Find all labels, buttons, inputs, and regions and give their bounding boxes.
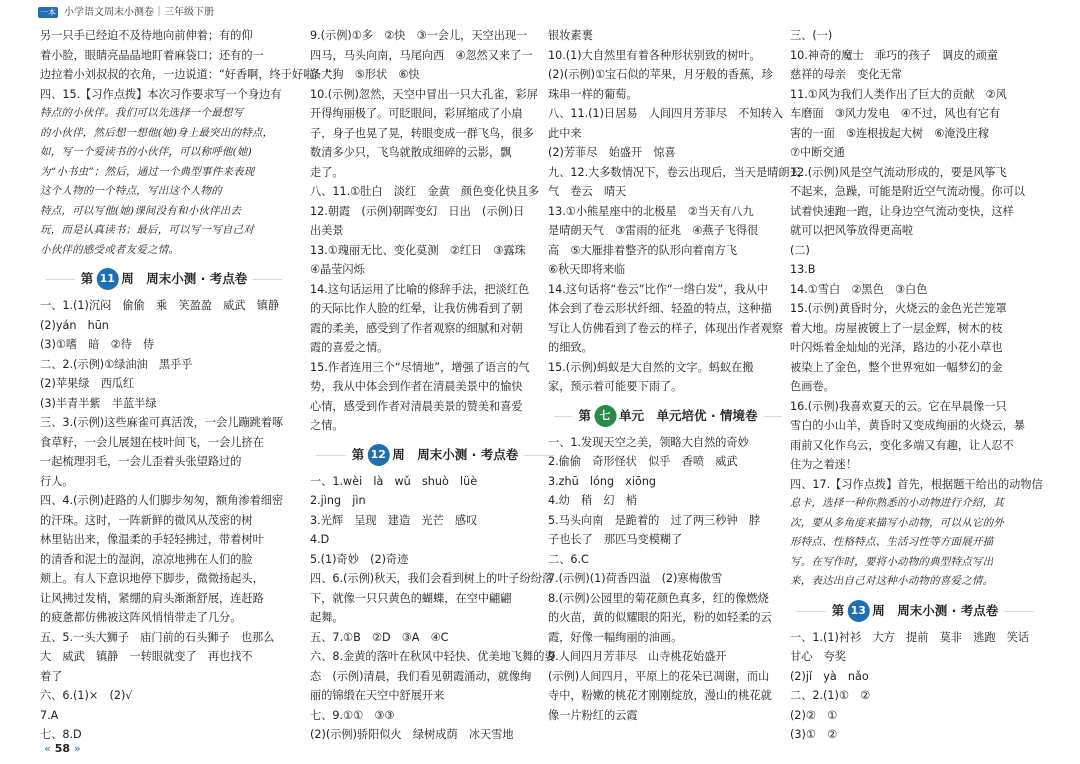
answer-line: 珠串一样的葡萄。 [548,87,638,101]
answer-line: 害的一面 ⑤连根拔起大树 ⑥淹没庄稼 [790,126,990,140]
answer-line: 3.zhū lóng xiōng [548,474,657,488]
answer-line: 让风拂过发梢，紧绷的肩头渐渐舒展，连赶路 [40,591,264,605]
week-badge: 13 [847,600,869,622]
answer-line: 体会到了卷云形状纤细、轻盈的特点，这种描 [548,302,772,315]
answer-line: 的疲惫都仿佛被这阵风悄悄带走了几分。 [40,611,242,624]
answer-line: (2)② ① [790,708,838,722]
answer-line: 之情。 [310,419,344,432]
answer-line: 九、12.大多数情况下，卷云出现后，当天是晴朗天 [548,165,801,179]
answer-line: 4.D [310,533,330,546]
answer-line: 13.①小熊星座中的北极星 ②当天有八九 [548,204,754,218]
answer-line: 色画卷。 [790,380,835,393]
answer-line: 心情，感受到作者对清晨美景的赞美和喜爱 [310,399,523,413]
answer-line: 大 威武 镇静 一转眼就变了 再也找不 [40,650,253,663]
answer-line: 小伙伴的感受或者友爱之情。 [40,243,180,256]
answer-line: 一、1.(1)沉闷 偷偷 乘 笑盈盈 威武 镇静 [40,299,280,312]
answer-line: 特点的小伙伴。我们可以先选择一个最想写 [40,107,244,119]
answer-line: 息卡，选择一种你熟悉的小动物进行介绍，其 [790,497,1004,509]
answer-line: (2)yán hūn [40,318,109,332]
answer-line: 子，身子也晃了晃，转眼变成一群飞鸟，很多 [310,126,534,140]
answer-line: 七、8.D [40,728,82,741]
answer-line: 被染上了金色，整个世界宛如一幅梦幻的金 [790,360,1003,374]
answer-line: 寺中，粉嫩的桃花才刚刚绽放，漫山的桃花就 [548,689,772,702]
answer-line: 为“小书虫”；然后，通过一个典型事件来表现 [40,165,255,178]
unit-badge: 七 [594,405,616,427]
answer-line: 像一片粉红的云霞 [548,708,638,722]
answer-line: 试着快速跑一跑，让身边空气流动变快，这样 [790,204,1014,218]
answer-line: 林里钻出来，像温柔的手轻轻拂过，带着树叶 [40,533,264,546]
answer-line: 3.光辉 呈现 建造 光芒 感叹 [310,513,478,527]
answer-line: 如，写一个爱读书的小伙伴，可以称呼他(她) [40,146,252,158]
answer-line: 三、(一) [790,29,833,42]
answer-line: 来，表达出自己对这种小动物的喜爱之情。 [790,575,994,587]
answer-line: 15.(示例)黄昏时分，火烧云的金色光芒笼罩 [790,302,1007,315]
answer-line: 霞的柔美，感受到了作者观察的细腻和对朝 [310,321,523,335]
answer-line: 八、11.①肚白 淡红 金黄 颜色变化快且多 [310,185,540,198]
answer-line: 开得绚丽极了。可眨眼间，彩屏缩成了小扇 [310,107,523,120]
book-logo: 一本 [40,8,56,17]
page-number: 58 [54,742,71,755]
answer-line: 走了。 [310,165,344,179]
section-heading-week-11 [40,264,288,294]
answer-line: 出美景 [310,224,344,237]
section-heading-week-12 [310,440,560,470]
answer-line: 的小伙伴，然后想一想他(她)身上最突出的特点， [40,126,274,139]
section-prefix: 第 [351,446,365,462]
answer-line: 7.A [40,708,59,722]
book-title: 小学语文周末小测卷｜三年级下册 [64,7,214,18]
answer-line: 下，就像一只只黄色的蝴蝶，在空中翩翩 [310,591,512,605]
answer-line: 10.神奇的魔士 乖巧的孩子 调皮的顽童 [790,48,998,62]
answer-line: 颊上。有人下意识地停下脚步，微微扬起头， [40,572,264,585]
answer-line: 高 ⑤大雁排着整齐的队形向着南方飞 [548,243,738,257]
answer-line: (示例)人间四月，平原上的花朵已凋谢，而山 [548,669,770,683]
answer-line: ⑦中断交通 [790,146,845,159]
answer-line: 7.(示例)(1)荷香四溢 (2)寒梅傲雪 [548,572,723,585]
next-page-icon: » [74,742,81,755]
answer-line: 15.(示例)蚂蚁是大自然的文字。蚂蚁在搬 [548,360,754,374]
section-prefix: 第 [80,271,94,286]
answer-line: 四、4.(示例)赶路的人们脚步匆匆，额角渗着细密 [40,494,284,507]
section-title: 单元 单元培优 · 情境卷 [619,407,758,423]
answer-line: (3)① ② [790,728,838,741]
answer-line: 14.①雪白 ②黑色 ③白色 [790,282,928,296]
answer-line: 车磨面 ③风力发电 ④不过，风也有它有 [790,107,1001,120]
answer-line: 形特点、性格特点、生活习性等方面展开描 [790,536,994,548]
answer-line: 一、1.wèi là wǔ shuò lüè [310,474,478,488]
answer-line: 10.(1)大自然里有着各种形状别致的树叶。 [548,48,761,62]
answer-line: 银妆素裹 [548,29,593,42]
answer-line: (2)(示例)骄阳似火 绿树成荫 冰天雪地 [310,728,514,741]
answer-line: 六、8.金黄的落叶在秋风中轻快、优美地飞舞的姿 [310,650,556,663]
answer-line: 5.(1)奇妙 (2)奇迹 [310,552,409,566]
answer-line: 此中来 [548,126,582,140]
answer-line: ④晶莹闪烁 [310,263,365,276]
answer-line: 气 卷云 晴天 [548,185,627,198]
answer-line: 势，我从中体会到作者在清晨美景中的愉快 [310,380,523,393]
answer-line: 这个人物的一个特点，写出这个人物的 [40,185,222,197]
answer-line: 慈祥的母亲 变化无常 [790,68,902,81]
answer-line: (2)(示例)①宝石似的苹果，月牙般的香蕉，珍 [548,68,773,81]
answer-line: 雪白的小山羊，黄昏时又变成绚丽的火烧云，暴 [790,419,1025,432]
answer-line: 行人。 [40,474,74,488]
answer-line: 叶闪烁着金灿灿的光泽，路边的小花小草也 [790,341,1003,354]
answer-line: 四马，马头向南，马尾向西 ④忽然又来了一 [310,48,533,62]
answer-line: 四、17.【习作点拨】首先，根据题干给出的动物信 [790,477,1043,491]
answer-line: 写让人仿佛看到了卷云的样子，体现出作者观察 [548,321,783,335]
answer-line: 二、6.C [548,552,589,566]
answer-line: 着大地。房屋被镀上了一层金辉，树木的枝 [790,321,1003,335]
prev-page-icon: « [44,742,51,755]
answer-line: 不起来，急躁，可能是附近空气流动慢。你可以 [790,185,1025,198]
answer-line: 写。在写作时，要将小动物的典型特点写出 [790,555,994,568]
answer-line: 14.这句话运用了比喻的修辞手法，把淡红色 [310,282,530,296]
answer-line: 起舞。 [310,611,344,624]
answer-line: 家，预示着可能要下雨了。 [548,380,683,393]
answer-line: 10.(示例)忽然，天空中冒出一只大孔雀，彩屏 [310,87,538,101]
answer-line: 14.这句话将“卷云”比作“一绺白发”，我从中 [548,282,768,296]
answer-line: 甘心 夸奖 [790,650,846,663]
answer-line: 就可以把风筝放得更高啦 [790,224,914,237]
answer-line: 9.人间四月芳菲尽 山寺桃花始盛开 [548,650,727,663]
section-prefix: 第 [831,602,845,618]
page-header [38,5,378,21]
answer-line: 子也长了 那匹马变模糊了 [548,533,683,546]
answer-line: 住为之着迷！ [790,458,858,471]
answer-line: 次，要从多角度来描写小动物，可以从它的外 [790,516,1004,529]
answer-line: 9.(示例)①多 ②快 ③一会儿，天空出现一 [310,29,528,42]
answer-line: 12.朝霞 (示例)朝晖变幻 日出 (示例)日 [310,204,525,218]
answer-line: 是晴朗天气 ③雷雨的征兆 ④燕子飞得很 [548,224,759,237]
answer-line: 三、3.(示例)这些麻雀可真活泼，一会儿蹦跳着啄 [40,416,284,429]
answer-line: (3)半青半紫 半蓝半绿 [40,396,157,410]
answer-line: 四、15.【习作点拨】本次习作要求写一个身边有 [40,87,282,101]
answer-line: 一起梳理羽毛，一会儿歪着头张望路过的 [40,455,242,468]
answer-line: 特点，可以写他(她)课间没有和小伙伴出去 [40,204,242,217]
answer-line: 五、5.一头大狮子 庙门前的石头狮子 也那么 [40,630,275,644]
answer-line: 一、1.发现天空之美，领略大自然的奇妙 [548,435,749,449]
section-title: 周 周末小测 · 考点卷 [392,446,519,462]
answer-line: 雨前又化作乌云，变化多端又有趣，让人忍不 [790,438,1014,452]
answer-line: 态 (示例)清晨，我们看见朝霞涌动，就像绚 [310,669,532,683]
answer-line: (2)芳菲尽 始盛开 惊喜 [548,146,676,159]
page-footer [44,742,81,756]
answer-line: 16.(示例)我喜欢夏天的云。它在早晨像一只 [790,399,1007,413]
section-heading-unit-7 [548,401,788,431]
answer-line: 七、9.①① ③③ [310,708,395,722]
answer-line: 霞的喜爱之情。 [310,341,389,354]
answer-line: 五、7.①B ②D ③A ④C [310,630,449,644]
answer-line: ⑥秋天即将来临 [548,263,626,276]
answer-line: 4.幼 稍 幻 梢 [548,494,637,507]
answer-line: 15.作者连用三个“尽情地”，增强了语言的气 [310,360,530,374]
section-title: 周 周末小测 · 考点卷 [872,602,999,618]
column-2 [310,26,560,745]
section-title: 周 周末小测 · 考点卷 [121,271,248,286]
answer-line: 食草籽，一会儿展翅在枝叶间飞，一会儿挤在 [40,435,264,449]
answer-line: (3)①嗜 暗 ②待 侍 [40,338,155,351]
answer-line: 二、2.(示例)①绿油油 黑乎乎 [40,357,193,371]
answer-line: 丽的锦缎在天空中舒展开来 [310,689,445,702]
answer-line: 条大狗 ⑤形状 ⑥快 [310,68,420,81]
answer-line: (2)jǐ yà nǎo [790,669,869,683]
answer-line: 13.①瑰丽无比、变化莫测 ②红日 ③露珠 [310,243,526,257]
answer-line: 边拉着小刘叔叔的衣角，一边说道：“好香啊，终于好啦！” [40,68,332,81]
answer-line: 2.jìng jìn [310,494,366,507]
answer-line: 一、1.(1)衬衫 大方 提前 莫非 逃跑 笑话 [790,630,1030,644]
answer-line: 玩，而是认真读书；最后，可以写一写自己对 [40,224,254,236]
answer-line: (二) [790,243,810,257]
section-prefix: 第 [578,407,592,423]
answer-line: 8.(示例)公园里的菊花颜色真多，红的像燃烧 [548,591,769,605]
answer-line: (2)苹果绿 西瓜红 [40,377,135,390]
column-3 [548,26,801,725]
answer-line: 六、6.(1)× (2)√ [40,689,133,702]
answer-line: 11.①风为我们人类作出了巨大的贡献 ②风 [790,87,1007,101]
answer-line: 数清多少只，飞鸟就散成细碎的云影，飘 [310,146,512,159]
answer-line: 霞，好像一幅绚丽的油画。 [548,630,683,644]
answer-line: 的清香和泥土的湿润，凉凉地拂在人们的脸 [40,552,253,566]
answer-line: 的细致。 [548,341,593,354]
column-4 [790,26,1043,745]
answer-line: 的火苗，黄的似耀眼的阳光，粉的如轻柔的云 [548,611,772,624]
answer-line: 13.B [790,263,816,276]
week-badge: 11 [96,268,118,290]
week-badge: 12 [367,444,389,466]
answer-line: 12.(示例)风是空气流动形成的，要是风筝飞 [790,165,1007,179]
answer-line: 着了 [40,669,63,683]
answer-line: 二、2.(1)① ② [790,689,871,702]
section-heading-week-13 [790,596,1040,626]
answer-line: 着小脸，眼睛亮晶晶地盯着麻袋口；还有的一 [40,48,264,62]
answer-line: 的天际比作人脸的红晕，让我仿佛看到了朝 [310,302,523,315]
answer-line: 八、11.(1)日居易 人间四月芳菲尽 不知转入 [548,107,784,120]
answer-line: 四、6.(示例)秋天，我们会看到树上的叶子纷纷落 [310,572,554,585]
answer-line: 5.马头向南 是跪着的 过了两三秒钟 脖 [548,513,761,527]
answer-line: 2.偷偷 奇形怪状 似乎 香喷 威武 [548,455,738,468]
answer-line: 的汗珠。这时，一阵新鲜的微风从茂密的树 [40,513,253,527]
answer-line: 另一只手已经迫不及待地向前伸着；有的仰 [40,29,253,42]
